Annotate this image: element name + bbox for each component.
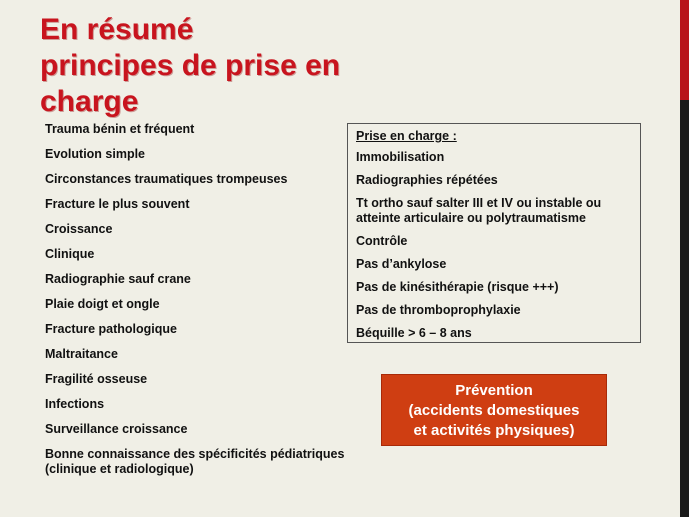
list-item: Evolution simple [45,147,146,161]
care-box-title: Prise en charge : [356,129,457,143]
care-item: Tt ortho sauf salter III et IV ou instable ou atteinte articulaire ou polytraumatisme [356,196,602,225]
care-item: Pas d’ankylose [356,257,447,271]
list-item: Trauma bénin et fréquent [45,122,195,136]
care-item: Immobilisation [356,150,445,164]
list-item: Fracture pathologique [45,322,177,336]
care-item: Contrôle [356,234,408,248]
title-line-3: charge [40,85,139,118]
list-item: Radiographie sauf crane [45,272,191,286]
list-item: Clinique [45,247,95,261]
list-item: Maltraitance [45,347,118,361]
care-list [356,150,632,341]
list-item: Circonstances traumatiques trompeuses [45,172,288,186]
prevention-line-1: Prévention [455,382,533,399]
prevention-line-3: et activités physiques) [413,422,575,439]
list-item: Fragilité osseuse [45,372,148,386]
list-item: Bonne connaissance des spécificités pédiatriques (clinique et radiologique) [45,447,345,476]
title-line-1: En résumé [40,13,194,46]
care-item: Pas de kinésithérapie (risque +++) [356,280,559,294]
list-item: Plaie doigt et ongle [45,297,160,311]
list-item: Croissance [45,222,113,236]
summary-list [45,122,345,481]
right-edge-bar [680,0,689,517]
care-box [347,123,641,343]
list-item: Surveillance croissance [45,422,188,436]
red-accent-strip [680,0,689,100]
list-item: Infections [45,397,105,411]
care-item: Radiographies répétées [356,173,498,187]
list-item: Fracture le plus souvent [45,197,190,211]
care-item: Pas de thromboprophylaxie [356,303,521,317]
care-item: Béquille > 6 – 8 ans [356,326,472,340]
prevention-box [381,374,607,446]
title-line-2: principes de prise en [40,49,341,82]
prevention-line-2: (accidents domestiques [408,402,580,419]
slide-title [40,12,340,120]
